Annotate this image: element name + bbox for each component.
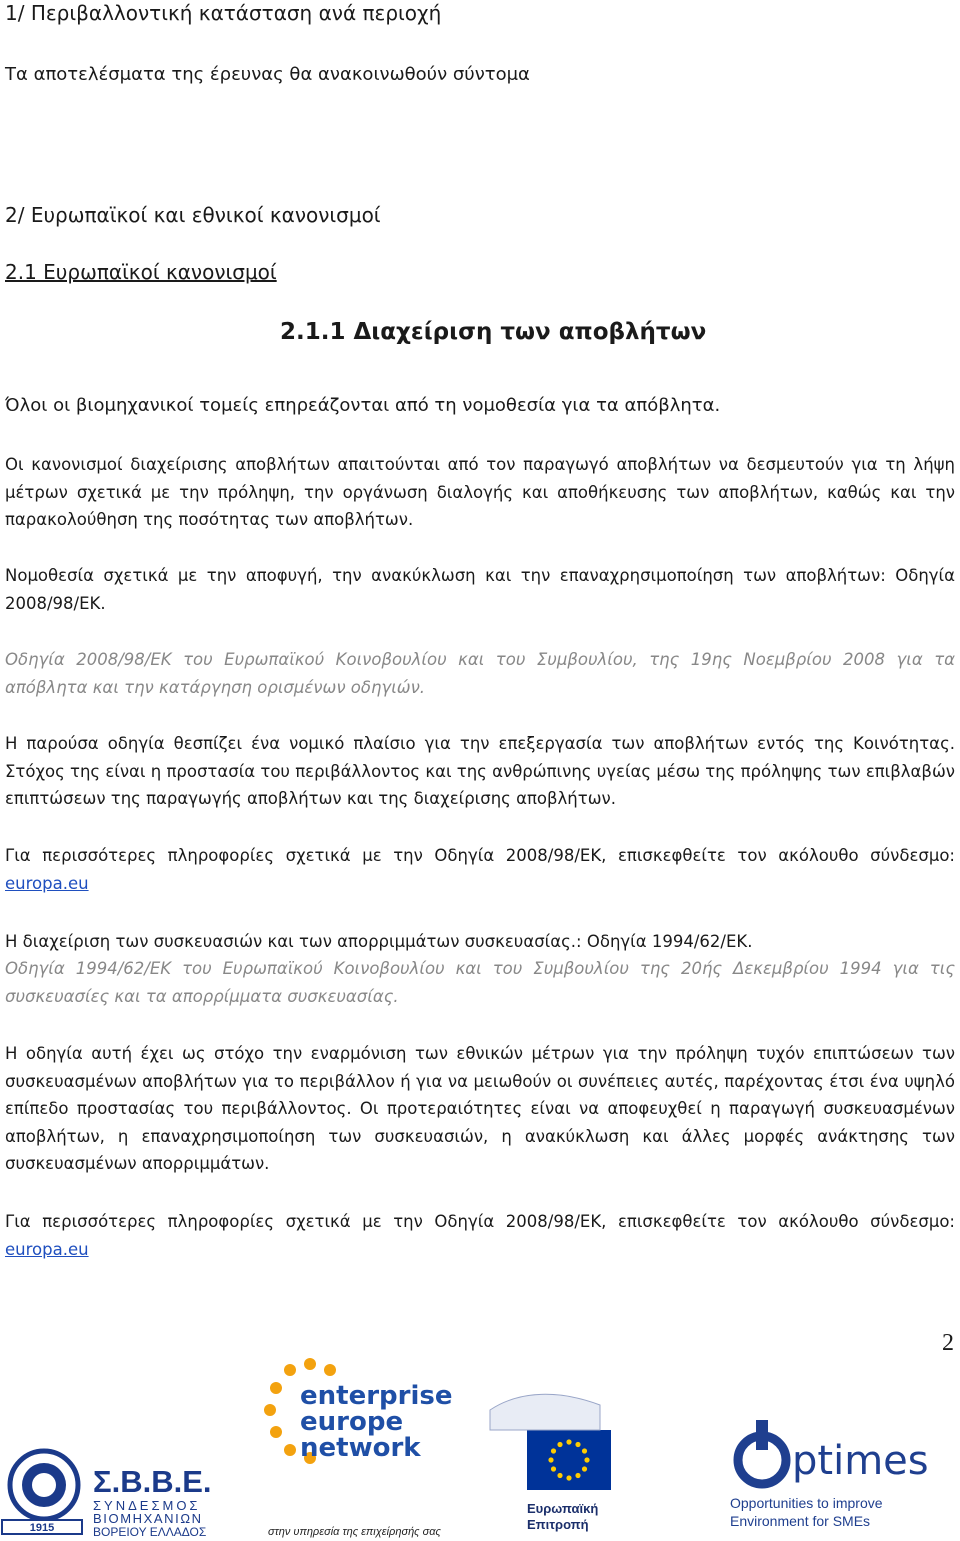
- intro-paragraph: Όλοι οι βιομηχανικοί τομείς επηρεάζονται από τη νομοθεσία για τα απόβλητα.: [5, 395, 721, 416]
- een-line3: network: [300, 1433, 421, 1463]
- section1-heading: 1/ Περιβαλλοντική κατάσταση ανά περιοχή: [5, 1, 442, 25]
- directive-1994-citation: Οδηγία 1994/62/ΕΚ του Ευρωπαϊκού Κοινοβουλίου και του Συμβουλίου της 20ής Δεκεμβρίου 1994 για τις συσκευασίες και τα απορρίμματα συσκευασίας.: [5, 959, 955, 1006]
- een-line1: enterprise: [300, 1381, 453, 1411]
- optimes-line1: Opportunities to improve: [730, 1495, 883, 1511]
- packaging-directive-paragraph: Η διαχείριση των συσκευασιών και των απορριμμάτων συσκευασίας.: Οδηγία 1994/62/ΕΚ.: [5, 932, 753, 951]
- more-info-paragraph-1: [5, 842, 955, 897]
- page-number: 2: [942, 1330, 954, 1356]
- een-logo: [264, 1358, 452, 1538]
- more-info-text-1: Για περισσότερες πληροφορίες σχετικά με την Οδηγία 2008/98/ΕΚ, επισκεφθείτε τον ακόλουθο σύνδεσμο:: [5, 846, 955, 865]
- sbve-line3: ΒΟΡΕΙΟΥ ΕΛΛΑΔΟΣ: [93, 1525, 207, 1539]
- sbve-title: Σ.Β.Β.Ε.: [93, 1464, 212, 1499]
- directive-1994-description: Η οδηγία αυτή έχει ως στόχο την εναρμόνιση των εθνικών μέτρων για την πρόληψη τυχόν επιπτώσεων των συσκευασμένων αποβλήτων για το περιβάλλον ή για να μειωθούν οι συνέπειες αυτές, παρέχοντας έτσι ένα υψηλό επίπεδο προστασίας του περιβάλλοντος. Οι προτεραιότητες είναι να αποφευχθεί η παραγωγή συσκευασμένων αποβλήτων, η επαναχρησιμοποίηση των συσκευασιών, η ανακύκλωση και άλλες μορφές ανάκτησης των συσκευασμένων απορριμμάτων.: [5, 1044, 955, 1173]
- sbve-line2: ΒΙΟΜΗΧΑΝΙΩΝ: [93, 1511, 203, 1526]
- eu-building-icon: [490, 1394, 600, 1430]
- sbve-year: 1915: [29, 1522, 55, 1534]
- eu-line1: Ευρωπαϊκή: [527, 1501, 599, 1516]
- een-tagline: στην υπηρεσία της επιχείρησής σας: [268, 1526, 441, 1538]
- optimes-logo: [730, 1420, 929, 1529]
- sbve-gear-hole: [32, 1473, 56, 1497]
- section1-text: Τα αποτελέσματα της έρευνας θα ανακοινωθούν σύντομα: [5, 64, 530, 85]
- europa-link-1[interactable]: europa.eu: [5, 873, 89, 893]
- een-line2: europe: [300, 1407, 404, 1437]
- directive-2008-citation: Οδηγία 2008/98/ΕΚ του Ευρωπαϊκού Κοινοβουλίου και του Συμβουλίου, της 19ης Νοεμβρίου 2008 για τα απόβλητα και την κατάργηση ορισμένων οδηγιών.: [5, 650, 955, 697]
- european-commission-logo: [490, 1394, 611, 1532]
- sbve-logo: [2, 1451, 212, 1539]
- section2-1-1-heading: 2.1.1 Διαχείριση των αποβλήτων: [280, 319, 707, 345]
- section2-heading: 2/ Ευρωπαϊκοί και εθνικοί κανονισμοί: [5, 203, 381, 227]
- optimes-name: ptimes: [792, 1438, 929, 1484]
- sbve-line1: ΣΥΝΔΕΣΜΟΣ: [93, 1498, 201, 1513]
- directive-2008-paragraph: Νομοθεσία σχετικά με την αποφυγή, την ανακύκλωση και την επαναχρησιμοποίηση των αποβλήτων: Οδηγία 2008/98/ΕΚ.: [5, 566, 955, 613]
- more-info-text-2: Για περισσότερες πληροφορίες σχετικά με την Οδηγία 2008/98/ΕΚ, επισκεφθείτε τον ακόλουθο σύνδεσμο:: [5, 1212, 955, 1231]
- europa-link-2[interactable]: europa.eu: [5, 1239, 89, 1259]
- eu-line2: Επιτροπή: [527, 1517, 589, 1532]
- more-info-paragraph-2: [5, 1208, 955, 1263]
- optimes-line2: Environment for SMEs: [730, 1513, 871, 1529]
- section2-1-heading: 2.1 Ευρωπαϊκοί κανονισμοί: [5, 260, 277, 284]
- waste-regulations-paragraph: Οι κανονισμοί διαχείρισης αποβλήτων απαιτούνται από τον παραγωγό αποβλήτων να δεσμευτούν για τη λήψη μέτρων σχετικά με την πρόληψη, την οργάνωση διαλογής και αποθήκευσης των αποβλήτων, καθώς και την παρακολούθηση της ποσότητας των αποβλήτων.: [5, 455, 955, 529]
- footer-logos: [0, 1350, 960, 1541]
- directive-2008-description: Η παρούσα οδηγία θεσπίζει ένα νομικό πλαίσιο για την επεξεργασία των αποβλήτων εντός της Κοινότητας. Στόχος της είναι η προστασία του περιβάλλοντος και της ανθρώπινης υγείας μέσω της πρόληψης των επιβλαβών επιπτώσεων της παραγωγής αποβλήτων και της διαχείρισης αποβλήτων.: [5, 734, 955, 808]
- eu-flag-icon: [527, 1430, 611, 1490]
